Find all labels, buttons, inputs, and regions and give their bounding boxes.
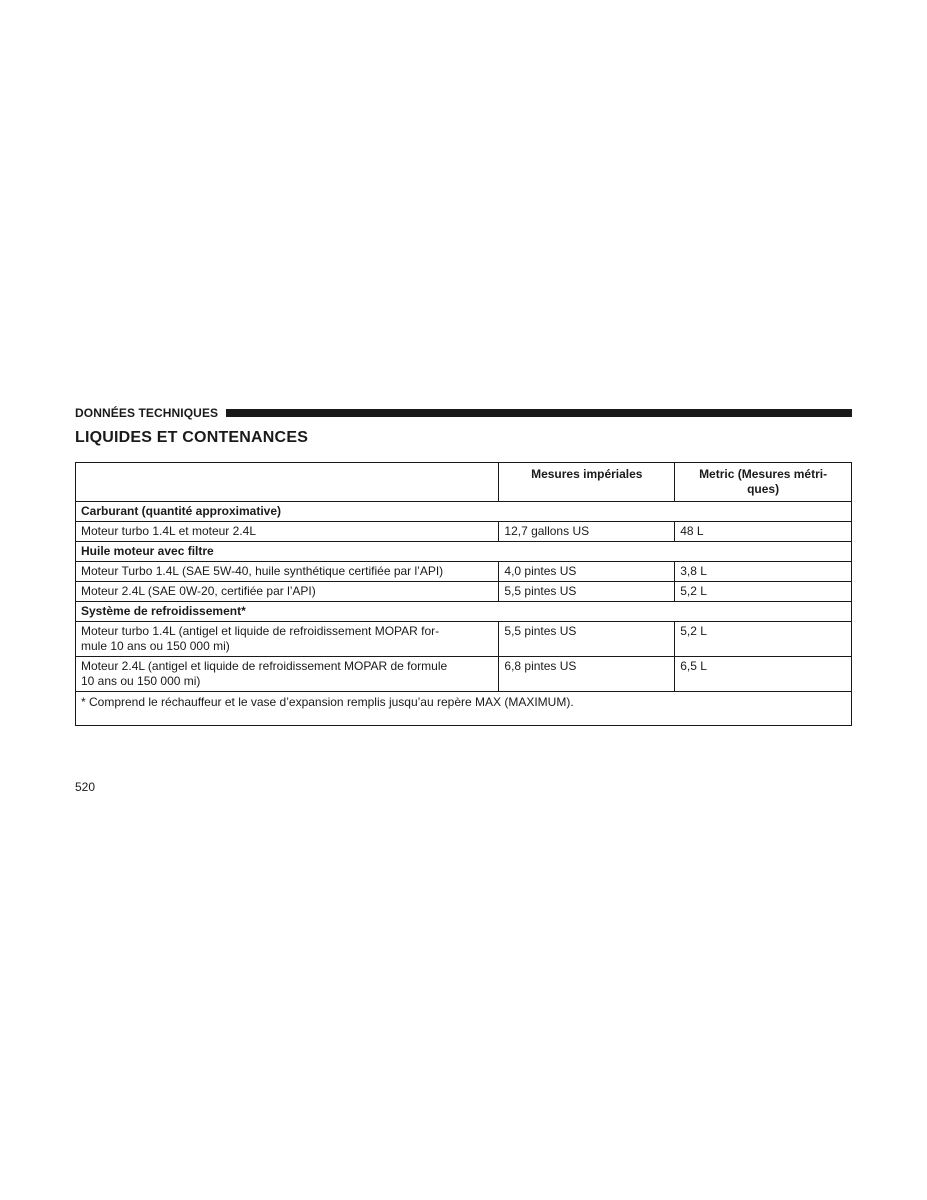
cell-item: Moteur 2.4L (SAE 0W-20, certifiée par l’API) xyxy=(76,582,499,602)
cell-item: Moteur Turbo 1.4L (SAE 5W-40, huile synthétique certifiée par l’API) xyxy=(76,562,499,582)
group-title-fuel: Carburant (quantité approximative) xyxy=(76,502,852,522)
cell-metric: 3,8 L xyxy=(675,562,852,582)
page-number: 520 xyxy=(75,780,96,794)
cell-imperial: 5,5 pintes US xyxy=(499,582,675,602)
table-row xyxy=(76,562,852,582)
cell-metric: 6,5 L xyxy=(675,657,852,692)
column-header-item xyxy=(76,463,499,502)
page-title: LIQUIDES ET CONTENANCES xyxy=(75,429,309,446)
table-header-row xyxy=(76,463,852,502)
group-row xyxy=(76,602,852,622)
cell-item: Moteur turbo 1.4L et moteur 2.4L xyxy=(76,522,499,542)
section-label: DONNÉES TECHNIQUES xyxy=(75,406,219,420)
cell-imperial: 5,5 pintes US xyxy=(499,622,675,657)
column-header-metric: Metric (Mesures métri- ques) xyxy=(675,463,852,502)
column-header-imperial: Mesures impériales xyxy=(499,463,675,502)
section-header xyxy=(75,405,852,421)
cell-imperial: 4,0 pintes US xyxy=(499,562,675,582)
table-row xyxy=(76,622,852,657)
cell-imperial: 12,7 gallons US xyxy=(499,522,675,542)
group-title-oil: Huile moteur avec filtre xyxy=(76,542,852,562)
cell-metric: 5,2 L xyxy=(675,622,852,657)
table-row xyxy=(76,582,852,602)
cell-metric: 5,2 L xyxy=(675,582,852,602)
table-row xyxy=(76,657,852,692)
table-row xyxy=(76,522,852,542)
table-footnote: * Comprend le réchauffeur et le vase d’expansion remplis jusqu’au repère MAX (MAXIMUM). xyxy=(76,692,852,726)
cell-item: Moteur turbo 1.4L (antigel et liquide de refroidissement MOPAR for- mule 10 ans ou 150 000 mi) xyxy=(76,622,499,657)
cell-item: Moteur 2.4L (antigel et liquide de refroidissement MOPAR de formule 10 ans ou 150 000 mi) xyxy=(76,657,499,692)
cell-imperial: 6,8 pintes US xyxy=(499,657,675,692)
cell-metric: 48 L xyxy=(675,522,852,542)
group-title-cooling: Système de refroidissement* xyxy=(76,602,852,622)
group-row xyxy=(76,502,852,522)
section-rule xyxy=(226,409,852,417)
group-row xyxy=(76,542,852,562)
footnote-row xyxy=(76,692,852,726)
capacities-table xyxy=(75,462,852,726)
